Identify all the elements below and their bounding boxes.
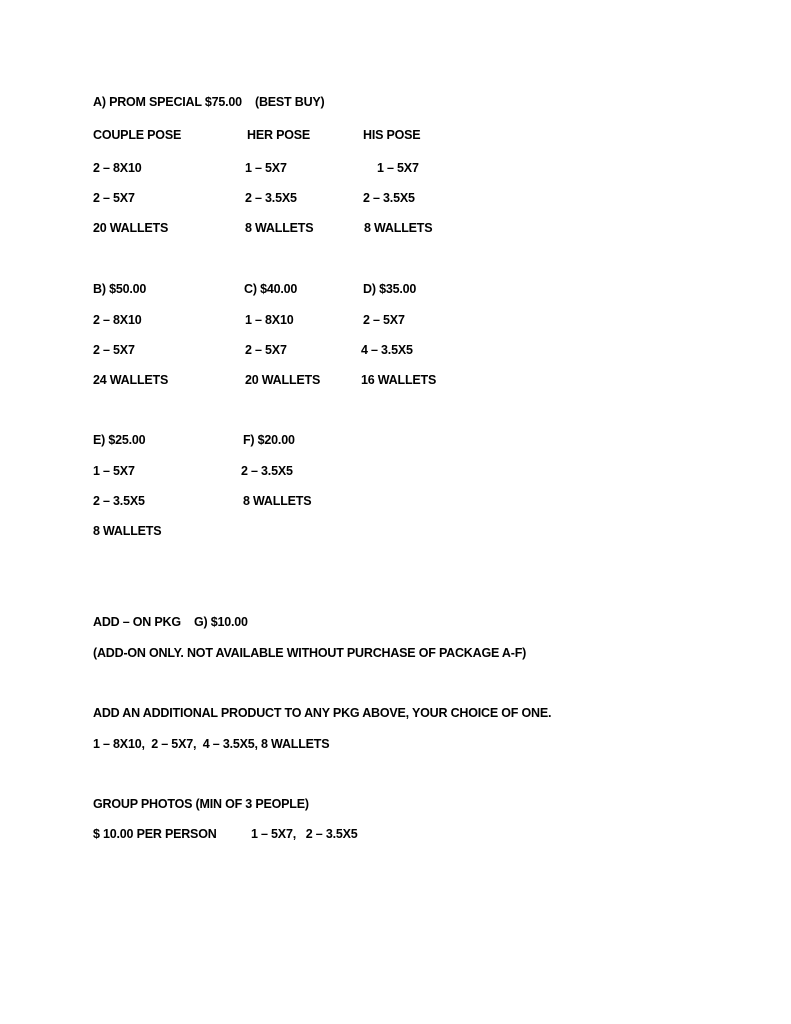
package-f-item: 8 WALLETS [243,494,312,508]
addon-note: (ADD-ON ONLY. NOT AVAILABLE WITHOUT PURCHASE OF PACKAGE A-F) [93,646,527,660]
group-photos-price: $ 10.00 PER PERSON [93,827,217,841]
package-b-item: 24 WALLETS [93,373,169,387]
group-photos-items: 1 – 5X7, 2 – 3.5X5 [251,827,358,841]
package-b-item: 2 – 8X10 [93,313,142,327]
his-pose-header: HIS POSE [363,128,421,142]
group-photos-heading: GROUP PHOTOS (MIN OF 3 PEOPLE) [93,797,309,811]
package-c-item: 2 – 5X7 [245,343,287,357]
package-e-heading: E) $25.00 [93,433,146,447]
package-d-item: 4 – 3.5X5 [361,343,413,357]
package-a-his-item: 2 – 3.5X5 [363,191,415,205]
package-a-couple-item: 20 WALLETS [93,221,169,235]
package-a-her-item: 1 – 5X7 [245,161,287,175]
package-d-heading: D) $35.00 [363,282,417,296]
package-b-item: 2 – 5X7 [93,343,135,357]
package-c-heading: C) $40.00 [244,282,298,296]
package-d-item: 2 – 5X7 [363,313,405,327]
package-e-item: 1 – 5X7 [93,464,135,478]
package-f-item: 2 – 3.5X5 [241,464,293,478]
package-a-her-item: 8 WALLETS [245,221,314,235]
additional-product-heading: ADD AN ADDITIONAL PRODUCT TO ANY PKG ABOVE, YOUR CHOICE OF ONE. [93,706,552,720]
package-d-item: 16 WALLETS [361,373,437,387]
package-a-his-item: 8 WALLETS [364,221,433,235]
additional-product-options: 1 – 8X10, 2 – 5X7, 4 – 3.5X5, 8 WALLETS [93,737,330,751]
package-e-item: 8 WALLETS [93,524,162,538]
couple-pose-header: COUPLE POSE [93,128,182,142]
package-c-item: 1 – 8X10 [245,313,294,327]
package-a-couple-item: 2 – 8X10 [93,161,142,175]
her-pose-header: HER POSE [247,128,310,142]
package-a-heading: A) PROM SPECIAL $75.00 (BEST BUY) [93,95,325,109]
package-e-item: 2 – 3.5X5 [93,494,145,508]
package-b-heading: B) $50.00 [93,282,147,296]
package-f-heading: F) $20.00 [243,433,295,447]
addon-heading: ADD – ON PKG G) $10.00 [93,615,248,629]
package-c-item: 20 WALLETS [245,373,321,387]
package-a-couple-item: 2 – 5X7 [93,191,135,205]
package-a-her-item: 2 – 3.5X5 [245,191,297,205]
package-a-his-item: 1 – 5X7 [377,161,419,175]
